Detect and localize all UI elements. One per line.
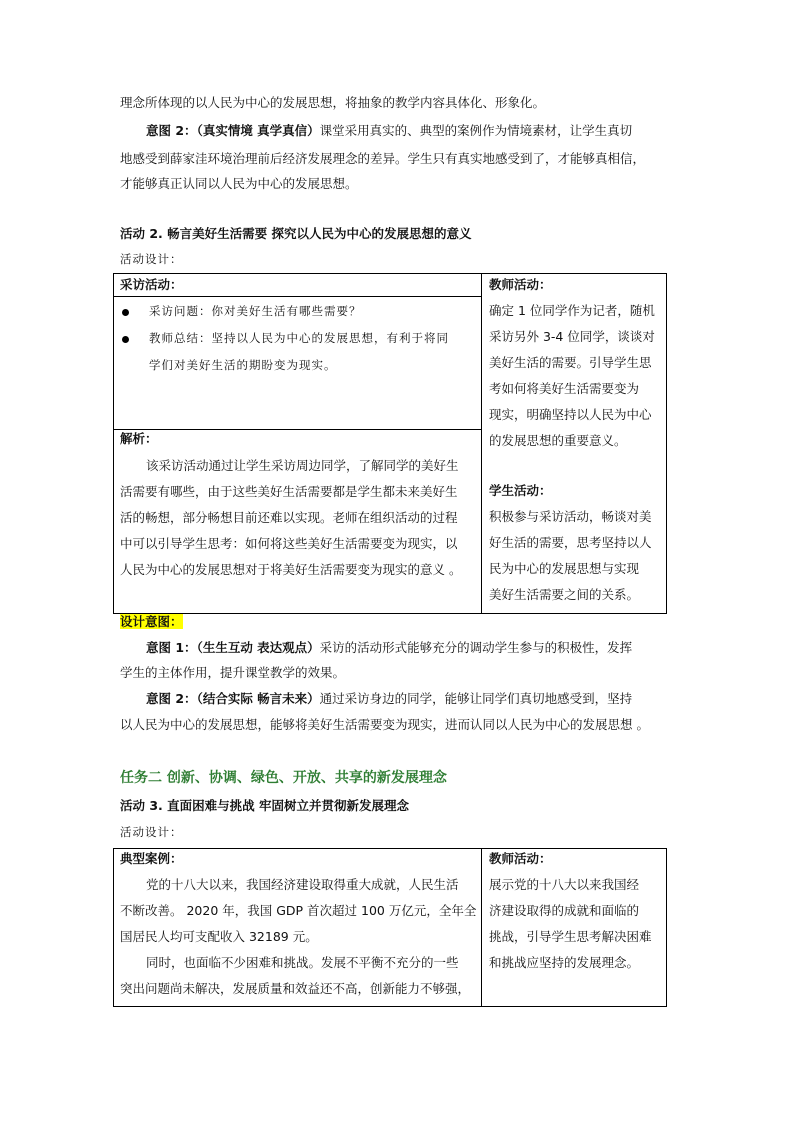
analysis-header: 解析： <box>120 431 158 446</box>
teacher-activity-line: 现实，明确坚持以人民为中心 <box>489 407 652 422</box>
column-divider <box>481 273 482 613</box>
intent-tag: （生生互动 表达观点） <box>196 640 320 655</box>
row-divider <box>113 429 481 430</box>
case-line: 不断改善。 2020 年，我国 GDP 首次超过 100 万亿元，全年全 <box>120 903 477 918</box>
list-item: 学们对美好生活的期盼变为现实。 <box>149 358 337 372</box>
intent-paragraph <box>146 635 706 661</box>
analysis-line: 该采访活动通过让学生采访周边同学，了解同学的美好生 <box>146 458 459 473</box>
paragraph-line: 以人民为中心的发展思想，能够将美好生活需要变为现实，进而认同以人民为中心的发展思想 。 <box>120 717 649 732</box>
intent-text: 课堂采用真实的、典型的案例作为情境素材，让学生真切 <box>319 123 633 138</box>
teacher-activity-line: 和挑战应坚持的发展理念。 <box>489 955 640 970</box>
list-item: 教师总结：坚持以人民为中心的发展思想，有利于将同 <box>149 331 449 345</box>
intent-label: 意图 1： <box>146 640 197 655</box>
case-header: 典型案例： <box>120 851 183 866</box>
student-activity-line: 好生活的需要，思考坚持以人 <box>489 535 652 550</box>
intent-text: 通过采访身边的同学，能够让同学们真切地感受到，坚持 <box>319 691 633 706</box>
column-divider <box>481 848 482 1006</box>
intent-label: 意图 2： <box>146 123 197 138</box>
teacher-activity-line: 的发展思想的重要意义。 <box>489 433 627 448</box>
bullet-dot <box>122 309 129 316</box>
teacher-activity-line: 确定 1 位同学作为记者，随机 <box>489 303 655 318</box>
analysis-line: 中可以引导学生思考：如何将这些美好生活需要变为现实，以 <box>120 536 458 551</box>
design-intent-label: 设计意图： <box>120 614 183 629</box>
student-activity-line: 民为中心的发展思想与实现 <box>489 561 640 576</box>
student-activity-header: 学生活动： <box>489 483 552 498</box>
design-intent-label-line <box>120 609 680 635</box>
activity-title: 活动 3. 直面困难与挑战 牢固树立并贯彻新发展理念 <box>120 798 410 813</box>
intent-label: 意图 2： <box>146 691 197 706</box>
interview-header: 采访活动： <box>120 277 183 292</box>
intent-tag: （真实情境 真学真信） <box>196 123 320 138</box>
case-line: 党的十八大以来，我国经济建设取得重大成就，人民生活 <box>146 877 459 892</box>
student-activity-line: 美好生活需要之间的关系。 <box>489 587 640 602</box>
paragraph-line: 学生的主体作用，提升课堂教学的效果。 <box>120 665 346 680</box>
teacher-activity-line: 挑战，引导学生思考解决困难 <box>489 929 652 944</box>
case-line: 突出问题尚未解决，发展质量和效益还不高，创新能力不够强， <box>120 981 471 996</box>
teacher-activity-line: 展示党的十八大以来我国经 <box>489 877 640 892</box>
paragraph-line: 才能够真正认同以人民为中心的发展思想。 <box>120 176 358 191</box>
paragraph-line: 地感受到薛家洼环境治理前后经济发展理念的差异。学生只有真实地感受到了，才能够真相信， <box>120 151 646 166</box>
teacher-activity-header: 教师活动： <box>489 277 552 292</box>
activity-title: 活动 2. 畅言美好生活需要 探究以人民为中心的发展思想的意义 <box>120 226 472 241</box>
intent-paragraph <box>146 118 706 144</box>
list-item: 采访问题：你对美好生活有哪些需要？ <box>149 304 362 318</box>
analysis-line: 人民为中心的发展思想对于将美好生活需要变为现实的意义 。 <box>120 562 462 577</box>
teacher-activity-line: 采访另外 3-4 位同学，谈谈对 <box>489 329 655 344</box>
case-line: 国居民人均可支配收入 32189 元。 <box>120 929 318 944</box>
teacher-activity-line: 济建设取得的成就和面临的 <box>489 903 640 918</box>
activity-design-label: 活动设计： <box>120 252 183 266</box>
activity-design-label: 活动设计： <box>120 825 183 839</box>
teacher-activity-line: 考如何将美好生活需要变为 <box>489 381 640 396</box>
analysis-line: 活的畅想，部分畅想目前还难以实现。老师在组织活动的过程 <box>120 510 458 525</box>
paragraph-line: 理念所体现的以人民为中心的发展思想，将抽象的教学内容具体化、形象化。 <box>120 95 546 110</box>
intent-paragraph <box>146 686 706 712</box>
case-line: 同时，也面临不少困难和挑战。发展不平衡不充分的一些 <box>146 955 459 970</box>
student-activity-line: 积极参与采访活动，畅谈对美 <box>489 509 652 524</box>
intent-tag: （结合实际 畅言未来） <box>196 691 320 706</box>
analysis-line: 活需要有哪些，由于这些美好生活需要都是学生都未来美好生 <box>120 484 458 499</box>
task-title: 任务二 创新、协调、绿色、开放、共享的新发展理念 <box>120 770 447 786</box>
intent-text: 采访的活动形式能够充分的调动学生参与的积极性，发挥 <box>319 640 633 655</box>
teacher-activity-header: 教师活动： <box>489 851 552 866</box>
bullet-dot <box>122 336 129 343</box>
teacher-activity-line: 美好生活的需要。引导学生思 <box>489 355 652 370</box>
